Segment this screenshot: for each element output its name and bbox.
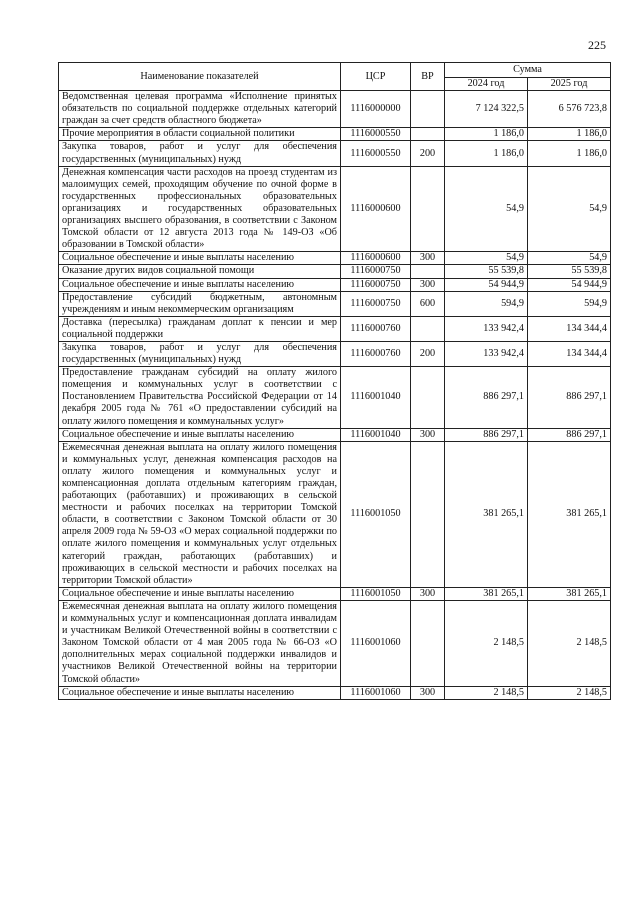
row-sum-2024: 54,9: [445, 166, 528, 252]
row-vr: [411, 91, 445, 128]
row-sum-2025: 1 186,0: [528, 141, 611, 166]
row-vr: 300: [411, 278, 445, 291]
table-row: [59, 441, 611, 587]
row-sum-2025: 594,9: [528, 291, 611, 316]
row-sum-2025: 2 148,5: [528, 600, 611, 686]
row-sum-2024: 594,9: [445, 291, 528, 316]
row-name: Ведомственная целевая программа «Исполнение принятых обязательств по социальной поддержке отдельных категорий граждан за счет средств областного бюджета»: [59, 91, 341, 128]
row-vr: [411, 600, 445, 686]
table-row: [59, 128, 611, 141]
table-row: [59, 686, 611, 699]
row-vr: [411, 367, 445, 428]
table-row: [59, 291, 611, 316]
table-row: [59, 166, 611, 252]
row-name: Социальное обеспечение и иные выплаты населению: [59, 587, 341, 600]
row-name: Прочие мероприятия в области социальной политики: [59, 128, 341, 141]
row-name: Предоставление гражданам субсидий на оплату жилого помещения и коммунальных услуг в соответствии с Постановлением Правительства Российской Федерации от 14 декабря 2005 года № 761 «О предоставлении субсидий на оплату жилого помещения и коммунальных услуг»: [59, 367, 341, 428]
row-sum-2025: 54,9: [528, 252, 611, 265]
row-vr: 200: [411, 141, 445, 166]
row-csr: 1116001050: [341, 441, 411, 587]
row-csr: 1116001040: [341, 367, 411, 428]
row-sum-2024: 886 297,1: [445, 428, 528, 441]
row-sum-2024: 381 265,1: [445, 441, 528, 587]
budget-table: [58, 62, 611, 700]
table-row: [59, 141, 611, 166]
row-sum-2024: 2 148,5: [445, 600, 528, 686]
row-sum-2024: 54 944,9: [445, 278, 528, 291]
row-csr: 1116001060: [341, 686, 411, 699]
row-name: Закупка товаров, работ и услуг для обеспечения государственных (муниципальных) нужд: [59, 341, 341, 366]
row-vr: [411, 128, 445, 141]
table-row: [59, 367, 611, 428]
row-vr: 300: [411, 686, 445, 699]
row-sum-2025: 381 265,1: [528, 587, 611, 600]
row-sum-2024: 886 297,1: [445, 367, 528, 428]
header-year-2024: 2024 год: [445, 78, 528, 91]
row-csr: 1116000550: [341, 128, 411, 141]
row-sum-2025: 2 148,5: [528, 686, 611, 699]
page-number: 225: [588, 38, 606, 52]
row-csr: 1116000750: [341, 291, 411, 316]
header-year-2025: 2025 год: [528, 78, 611, 91]
row-csr: 1116000600: [341, 166, 411, 252]
table-row: [59, 587, 611, 600]
row-sum-2024: 381 265,1: [445, 587, 528, 600]
row-csr: 1116000600: [341, 252, 411, 265]
row-sum-2024: 1 186,0: [445, 141, 528, 166]
row-name: Доставка (пересылка) гражданам доплат к пенсии и мер социальной поддержки: [59, 316, 341, 341]
row-vr: 200: [411, 341, 445, 366]
row-csr: 1116000750: [341, 278, 411, 291]
table-row: [59, 278, 611, 291]
row-name: Предоставление субсидий бюджетным, автономным учреждениям и иным некоммерческим организациям: [59, 291, 341, 316]
row-vr: [411, 316, 445, 341]
row-sum-2024: 2 148,5: [445, 686, 528, 699]
row-sum-2025: 6 576 723,8: [528, 91, 611, 128]
table-row: [59, 91, 611, 128]
row-sum-2025: 134 344,4: [528, 316, 611, 341]
row-sum-2024: 54,9: [445, 252, 528, 265]
row-csr: 1116000000: [341, 91, 411, 128]
row-sum-2025: 54 944,9: [528, 278, 611, 291]
row-vr: 300: [411, 428, 445, 441]
row-vr: [411, 265, 445, 278]
row-name: Денежная компенсация части расходов на проезд студентам из малоимущих семей, проходящим обучение по очной форме в государственных профессиональных образовательных организациях и государственных образовательных организациях высшего образования, в соответствии с Законом Томской области от 12 августа 2013 года № 149-ОЗ «Об образовании в Томской области»: [59, 166, 341, 252]
row-name: Закупка товаров, работ и услуг для обеспечения государственных (муниципальных) нужд: [59, 141, 341, 166]
row-sum-2025: 134 344,4: [528, 341, 611, 366]
row-sum-2025: 886 297,1: [528, 367, 611, 428]
row-name: Социальное обеспечение и иные выплаты населению: [59, 686, 341, 699]
row-sum-2024: 133 942,4: [445, 341, 528, 366]
table-row: [59, 252, 611, 265]
table-row: [59, 316, 611, 341]
row-sum-2024: 55 539,8: [445, 265, 528, 278]
row-csr: 1116000760: [341, 341, 411, 366]
row-name: Ежемесячная денежная выплата на оплату жилого помещения и коммунальных услуг, денежная компенсация расходов на оплату жилого помещения и коммунальных услуг и компенсационная доплата отдельным категориям граждан, работающих (работавших) и проживающих в сельской местности и рабочих поселках на территории Томской области, в соответствии с Законом Томской области от 30 апреля 2009 года № 59-ОЗ «О мерах социальной поддержки по оплате жилого помещения и коммунальных услуг отдельных категорий граждан, работающих (работавших) и проживающих в сельской местности и рабочих поселках на территории Томской области»: [59, 441, 341, 587]
row-vr: 600: [411, 291, 445, 316]
header-sum: Сумма: [445, 63, 611, 78]
row-sum-2025: 886 297,1: [528, 428, 611, 441]
row-sum-2025: 1 186,0: [528, 128, 611, 141]
header-csr: ЦСР: [341, 63, 411, 91]
row-sum-2024: 133 942,4: [445, 316, 528, 341]
table-header: [59, 63, 611, 91]
header-name: Наименование показателей: [59, 63, 341, 91]
row-csr: 1116000750: [341, 265, 411, 278]
row-name: Социальное обеспечение и иные выплаты населению: [59, 278, 341, 291]
row-csr: 1116001060: [341, 600, 411, 686]
row-sum-2024: 7 124 322,5: [445, 91, 528, 128]
row-name: Социальное обеспечение и иные выплаты населению: [59, 428, 341, 441]
row-sum-2025: 381 265,1: [528, 441, 611, 587]
row-vr: 300: [411, 587, 445, 600]
row-sum-2025: 55 539,8: [528, 265, 611, 278]
table-row: [59, 265, 611, 278]
row-vr: 300: [411, 252, 445, 265]
table-row: [59, 428, 611, 441]
row-name: Оказание других видов социальной помощи: [59, 265, 341, 278]
row-csr: 1116001040: [341, 428, 411, 441]
row-name: Ежемесячная денежная выплата на оплату жилого помещения и коммунальных услуг и компенсационная доплата инвалидам и участникам Великой Отечественной войны в соответствии с Законом Томской области от 4 мая 2005 года № 66-ОЗ «О дополнительных мерах социальной поддержки инвалидов и участников Великой Отечественной войны на территории Томской области»: [59, 600, 341, 686]
row-csr: 1116001050: [341, 587, 411, 600]
row-name: Социальное обеспечение и иные выплаты населению: [59, 252, 341, 265]
header-vr: ВР: [411, 63, 445, 91]
row-csr: 1116000760: [341, 316, 411, 341]
row-sum-2024: 1 186,0: [445, 128, 528, 141]
row-vr: [411, 441, 445, 587]
row-vr: [411, 166, 445, 252]
row-sum-2025: 54,9: [528, 166, 611, 252]
table-body: [59, 91, 611, 700]
table-row: [59, 600, 611, 686]
row-csr: 1116000550: [341, 141, 411, 166]
table-row: [59, 341, 611, 366]
